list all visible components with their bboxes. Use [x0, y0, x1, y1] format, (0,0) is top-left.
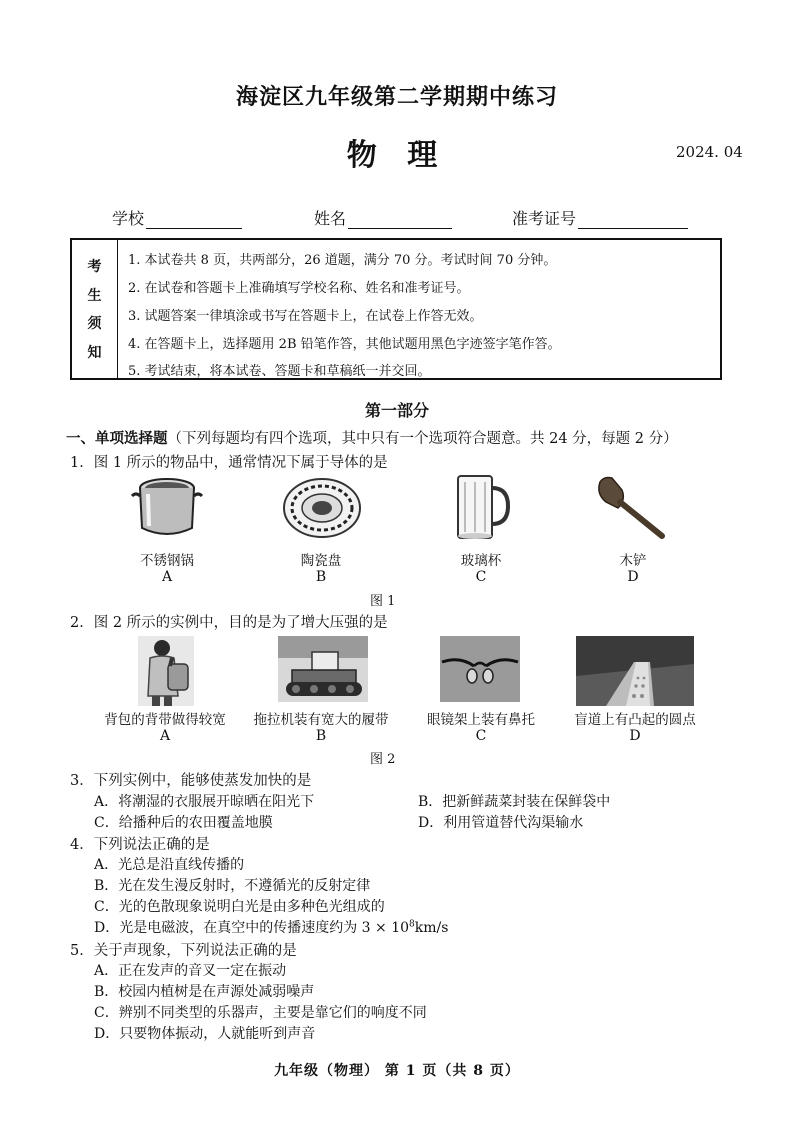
q1-option-b[interactable]: B [315, 569, 327, 585]
q4-option-a[interactable]: A．光总是沿直线传播的 [94, 857, 245, 873]
name-label: 姓名 [314, 209, 347, 228]
section-desc: （下列每题均有四个选项，其中只有一个选项符合题意。共 24 分，每题 2 分） [167, 431, 678, 447]
q4-option-b[interactable]: B．光在发生漫反射时，不遵循光的反射定律 [94, 878, 371, 894]
q4-stem: 4．下列说法正确的是 [70, 837, 210, 853]
exam-title: 海淀区九年级第二学期期中练习 [235, 84, 558, 110]
q5-option-d[interactable]: D．只要物体振动，人就能听到声音 [94, 1026, 316, 1042]
notice-rule-1: 1. 本试卷共 8 页，共两部分，26 道题，满分 70 分。考试时间 70 分钟。 [128, 253, 557, 268]
tactile-path-icon [576, 636, 694, 706]
q4-option-c[interactable]: C．光的色散现象说明白光是由多种色光组成的 [94, 899, 385, 915]
figure-2-label: 图 2 [370, 752, 396, 767]
page-footer: 九年级（物理） 第 1 页（共 8 页） [274, 1063, 520, 1079]
exam-id-label: 准考证号 [512, 209, 577, 228]
notice-rule-2: 2. 在试卷和答题卡上准确填写学校名称、姓名和准考证号。 [128, 281, 470, 296]
backpack-icon [138, 636, 194, 706]
q2-option-b[interactable]: B [315, 728, 327, 744]
school-blank[interactable] [146, 210, 242, 229]
q2-caption-a: 背包的背带做得较宽 [104, 712, 226, 728]
exam-id-field[interactable] [512, 206, 688, 229]
q3-stem: 3．下列实例中，能够使蒸发加快的是 [70, 773, 312, 789]
q2-stem: 2．图 2 所示的实例中，目的是为了增大压强的是 [70, 615, 388, 631]
q2-option-a[interactable]: A [159, 728, 171, 744]
q1-caption-a: 不锈钢锅 [140, 553, 194, 569]
q2-option-d[interactable]: D [629, 728, 641, 744]
subject-title: 物 理 [346, 138, 448, 173]
q4-option-d-text: D．光是电磁波，在真空中的传播速度约为 3 × 10 [94, 920, 410, 936]
section-heading [66, 427, 678, 448]
mug-icon [452, 472, 512, 544]
q2-caption-d: 盲道上有凸起的圆点 [574, 712, 696, 728]
q1-option-c[interactable]: C [475, 569, 487, 585]
q2-caption-b: 拖拉机装有宽大的履带 [253, 712, 389, 728]
q1-option-d[interactable]: D [627, 569, 639, 585]
plate-icon [282, 476, 362, 540]
notice-rule-4: 4. 在答题卡上，选择题用 2B 铅笔作答，其他试题用黑色字迹签字笔作答。 [128, 337, 561, 352]
exam-id-blank[interactable] [578, 210, 688, 229]
notice-head-char: 知 [87, 344, 102, 361]
spatula-icon [592, 472, 672, 544]
q4-option-d-exponent: 8 [409, 919, 415, 930]
q4-option-d-unit: km/s [414, 920, 449, 936]
glasses-icon [440, 636, 520, 702]
q2-option-c[interactable]: C [475, 728, 487, 744]
notice-heading [72, 240, 118, 378]
pot-icon [130, 474, 204, 542]
school-label: 学校 [112, 209, 145, 228]
q1-option-a[interactable]: A [161, 569, 173, 585]
q4-option-d[interactable] [94, 917, 448, 937]
notice-head-char: 须 [87, 316, 102, 333]
q5-option-b[interactable]: B．校园内植树是在声源处减弱噪声 [94, 984, 315, 1000]
q1-caption-c: 玻璃杯 [460, 553, 502, 569]
q5-stem: 5．关于声现象，下列说法正确的是 [70, 943, 297, 959]
exam-date: 2024. 04 [676, 143, 743, 161]
q3-option-c[interactable]: C．给播种后的农田覆盖地膜 [94, 815, 273, 831]
name-blank[interactable] [348, 210, 452, 229]
notice-rule-3: 3. 试题答案一律填涂或书写在答题卡上，在试卷上作答无效。 [128, 309, 483, 324]
q2-caption-c: 眼镜架上装有鼻托 [427, 712, 535, 728]
part-title: 第一部分 [364, 401, 429, 420]
tractor-icon [278, 636, 368, 702]
q5-option-c[interactable]: C．辨别不同类型的乐器声，主要是靠它们的响度不同 [94, 1005, 427, 1021]
q3-option-b[interactable]: B．把新鲜蔬菜封装在保鲜袋中 [418, 794, 611, 810]
q3-option-d[interactable]: D．利用管道替代沟渠输水 [418, 815, 584, 831]
school-field[interactable] [112, 206, 242, 229]
notice-head-char: 考 [87, 259, 102, 276]
figure-1-label: 图 1 [370, 594, 396, 609]
name-field[interactable] [314, 206, 452, 229]
q3-option-a[interactable]: A．将潮湿的衣服展开晾晒在阳光下 [94, 794, 315, 810]
q1-caption-d: 木铲 [619, 553, 647, 569]
notice-rule-5: 5. 考试结束，将本试卷、答题卡和草稿纸一并交回。 [128, 364, 431, 379]
q1-stem: 1．图 1 所示的物品中，通常情况下属于导体的是 [70, 455, 388, 471]
section-label: 一、单项选择题 [66, 430, 168, 447]
notice-head-char: 生 [87, 287, 102, 304]
q5-option-a[interactable]: A．正在发声的音叉一定在振动 [94, 963, 287, 979]
q1-caption-b: 陶瓷盘 [300, 553, 342, 569]
notice-box [70, 238, 722, 380]
